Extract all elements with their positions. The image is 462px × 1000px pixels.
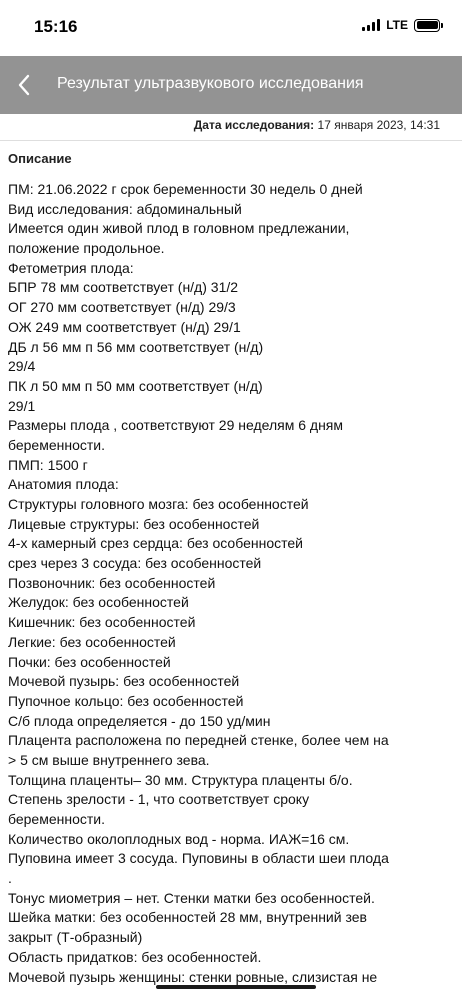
description-line: ПМП: 1500 г xyxy=(8,456,88,473)
description-line: Плацента расположена по передней стенке, более чем на xyxy=(8,732,389,749)
app-header xyxy=(0,56,462,114)
description-line: Количество околоплодных вод - норма. ИАЖ=16 см. xyxy=(8,830,350,847)
description-line: Область придатков: без особенностей. xyxy=(8,948,262,965)
exam-date-value: 17 января 2023, 14:31 xyxy=(317,118,440,132)
description-line: Шейка матки: без особенностей 28 мм, внутренний зев xyxy=(8,909,367,926)
description-line: Фетометрия плода: xyxy=(8,259,134,276)
description-line: беременности. xyxy=(8,436,106,453)
description-line: Позвоночник: без особенностей xyxy=(8,574,216,591)
section-title: Описание xyxy=(8,151,72,166)
description-line: Тонус миометрия – нет. Стенки матки без особенностей. xyxy=(8,889,375,906)
description-line: Толщина плаценты– 30 мм. Структура плаценты б/о. xyxy=(8,771,353,788)
network-type: LTE xyxy=(386,18,408,32)
description-line: Почки: без особенностей xyxy=(8,653,171,670)
status-indicators xyxy=(362,18,440,32)
description-line: Легкие: без особенностей xyxy=(8,633,176,650)
status-time: 15:16 xyxy=(34,17,78,36)
description-line: Степень зрелости - 1, что соответствует сроку xyxy=(8,791,310,808)
description-line: > 5 см выше внутреннего зева. xyxy=(8,751,210,768)
description-line: ДБ л 56 мм п 56 мм соответствует (н/д) xyxy=(8,338,264,355)
exam-date-label: Дата исследования: xyxy=(193,118,315,132)
description-line: 29/4 xyxy=(8,358,36,375)
description-line: Имеется один живой плод в головном предлежании, xyxy=(8,220,350,237)
page-title: Результат ультразвукового исследования xyxy=(57,75,364,92)
description-line: Желудок: без особенностей xyxy=(8,594,189,611)
description-line: Лицевые структуры: без особенностей xyxy=(8,515,260,532)
description-line: Пупочное кольцо: без особенностей xyxy=(8,692,244,709)
description-line: Мочевой пузырь женщины: стенки ровные, слизистая не xyxy=(8,968,378,985)
description-line: Мочевой пузырь: без особенностей xyxy=(8,673,240,690)
description-line: положение продольное. xyxy=(8,240,165,257)
divider xyxy=(0,140,462,141)
description-line: ОЖ 249 мм соответствует (н/д) 29/1 xyxy=(8,318,241,335)
status-bar xyxy=(0,0,462,56)
battery-icon xyxy=(414,19,440,32)
description-line: Кишечник: без особенностей xyxy=(8,614,196,631)
home-indicator[interactable] xyxy=(156,985,316,989)
description-text xyxy=(8,180,456,987)
description-line: 29/1 xyxy=(8,397,36,414)
description-line: 4-х камерный срез сердца: без особенностей xyxy=(8,535,303,552)
description-line: ПМ: 21.06.2022 г срок беременности 30 недель 0 дней xyxy=(8,181,363,197)
description-line: срез через 3 сосуда: без особенностей xyxy=(8,555,262,572)
description-line: закрыт (Т-образный) xyxy=(8,929,143,946)
description-line: ПК л 50 мм п 50 мм соответствует (н/д) xyxy=(8,377,263,394)
description-line: Вид исследования: абдоминальный xyxy=(8,200,242,217)
description-line: Пуповина имеет 3 сосуда. Пуповины в области шеи плода xyxy=(8,850,389,867)
description-line: беременности. xyxy=(8,811,106,827)
exam-date xyxy=(0,118,462,132)
description-line: Структуры головного мозга: без особенностей xyxy=(8,496,309,512)
description-line: ОГ 270 мм соответствует (н/д) 29/3 xyxy=(8,299,236,316)
description-line: С/б плода определяется - до 150 уд/мин xyxy=(8,712,271,729)
description-line: Размеры плода , соответствуют 29 неделям 6 дням xyxy=(8,417,344,434)
description-line: БПР 78 мм соответствует (н/д) 31/2 xyxy=(8,279,239,296)
signal-icon xyxy=(362,19,380,31)
back-arrow-icon[interactable] xyxy=(11,72,37,98)
description-line: Анатомия плода: xyxy=(8,476,119,493)
description-line: . xyxy=(8,870,12,887)
